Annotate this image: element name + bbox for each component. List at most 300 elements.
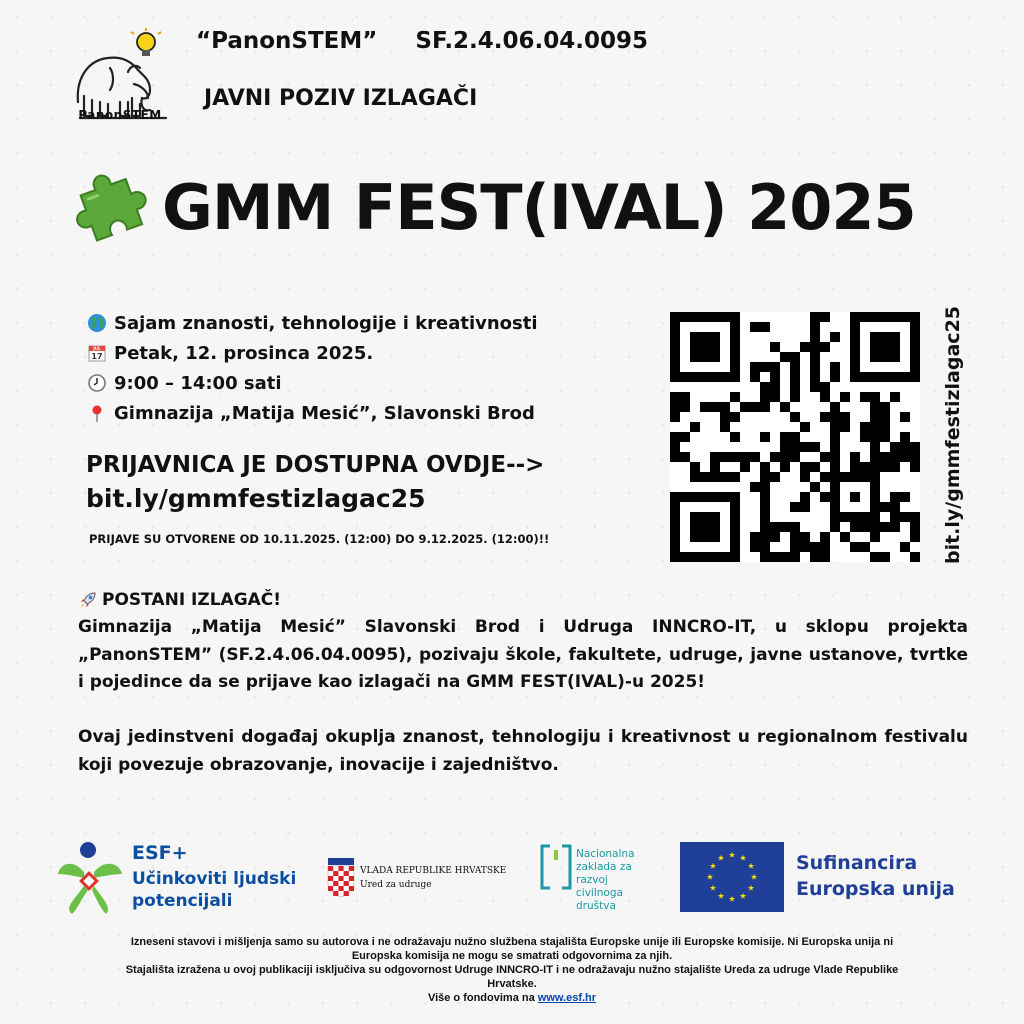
qr-module [770, 372, 780, 382]
qr-module [830, 372, 840, 382]
qr-module [870, 372, 880, 382]
pin-icon [86, 402, 108, 424]
qr-module [760, 362, 770, 372]
qr-module [890, 492, 900, 502]
checker-square [328, 876, 333, 881]
info-time-text: 9:00 – 14:00 sati [114, 372, 282, 394]
qr-module [870, 532, 880, 542]
qr-module [670, 362, 680, 372]
application-available: PRIJAVNICA JE DOSTUPNA OVDJE--> [86, 452, 545, 478]
qr-module [760, 532, 770, 542]
qr-module [670, 532, 680, 542]
project-code: SF.2.4.06.04.0095 [415, 28, 649, 54]
qr-module [760, 492, 770, 502]
qr-module [860, 512, 870, 522]
qr-module [760, 542, 770, 552]
qr-module [760, 552, 770, 562]
qr-module [710, 402, 720, 412]
qr-module [880, 502, 890, 512]
qr-module [860, 542, 870, 552]
qr-module [840, 412, 850, 422]
nz-line-1: Nacionalna [576, 848, 635, 860]
qr-module [780, 462, 790, 472]
qr-module [790, 362, 800, 372]
qr-module [700, 342, 710, 352]
qr-module [870, 522, 880, 532]
qr-module [670, 372, 680, 382]
info-date-text: Petak, 12. prosinca 2025. [114, 342, 374, 364]
qr-module [770, 342, 780, 352]
qr-module [830, 422, 840, 432]
qr-module [670, 522, 680, 532]
logo-text: PanonSTEM [78, 108, 162, 122]
qr-module [840, 532, 850, 542]
qr-module [710, 332, 720, 342]
qr-module [830, 462, 840, 472]
qr-module [850, 542, 860, 552]
body-heading-row [78, 590, 281, 610]
qr-module [730, 512, 740, 522]
qr-module [830, 472, 840, 482]
qr-module [830, 502, 840, 512]
qr-module [830, 492, 840, 502]
qr-module [790, 502, 800, 512]
qr-module [700, 372, 710, 382]
qr-module [730, 392, 740, 402]
qr-module [730, 522, 740, 532]
qr-module [870, 492, 880, 502]
qr-module [680, 432, 690, 442]
qr-module [800, 462, 810, 472]
qr-module [900, 412, 910, 422]
qr-module [690, 372, 700, 382]
qr-module [890, 452, 900, 462]
qr-module [730, 542, 740, 552]
qr-module [690, 492, 700, 502]
qr-module [690, 552, 700, 562]
qr-module [880, 462, 890, 472]
qr-module [790, 532, 800, 542]
info-time [86, 368, 538, 398]
qr-module [900, 312, 910, 322]
qr-module [810, 442, 820, 452]
qr-module [810, 342, 820, 352]
qr-module [870, 392, 880, 402]
qr-module [720, 452, 730, 462]
qr-module [760, 502, 770, 512]
qr-module [670, 322, 680, 332]
qr-module [870, 462, 880, 472]
qr-module [900, 492, 910, 502]
qr-module [730, 352, 740, 362]
qr-module [760, 402, 770, 412]
qr-module [800, 532, 810, 542]
disclaimer-line-2: Europska komisija ne mogu se smatrati odgovornima za njih. [351, 950, 673, 962]
qr-module [880, 332, 890, 342]
qr-module [710, 492, 720, 502]
body-paragraph-1: Gimnazija „Matija Mesić” Slavonski Brod i Udruga INNCRO-IT, u sklopu projekta „PanonSTEM” (SF.2.4.06.04.0095), pozivaju škole, fakultete, udruge, javne ustanove, tvrtke i pojedince da se prijave kao izlagači na GMM FEST(IVAL)-u 2025! [78, 617, 968, 692]
qr-module [740, 452, 750, 462]
checker-square [328, 886, 333, 891]
qr-module [870, 312, 880, 322]
qr-module [870, 412, 880, 422]
eu-flag-icon [680, 842, 784, 912]
qr-module [900, 542, 910, 552]
qr-module [760, 392, 770, 402]
qr-module [820, 412, 830, 422]
qr-module [820, 382, 830, 392]
croatia-coat-of-arms-icon [326, 856, 356, 898]
nz-logo [538, 842, 658, 922]
qr-module [800, 542, 810, 552]
call-title: JAVNI POZIV IZLAGAČI [204, 86, 478, 111]
qr-module [750, 402, 760, 412]
qr-module [710, 372, 720, 382]
qr-module [790, 352, 800, 362]
qr-module [690, 532, 700, 542]
qr-module [730, 432, 740, 442]
qr-module [680, 452, 690, 462]
qr-module [750, 482, 760, 492]
qr-module [720, 552, 730, 562]
qr-module [760, 472, 770, 482]
qr-module [840, 392, 850, 402]
qr-module [810, 542, 820, 552]
qr-module [680, 552, 690, 562]
qr-module [690, 472, 700, 482]
qr-module [850, 452, 860, 462]
qr-module [760, 382, 770, 392]
qr-module [750, 542, 760, 552]
qr-module [800, 442, 810, 452]
qr-module [670, 552, 680, 562]
qr-module [670, 392, 680, 402]
qr-module [850, 342, 860, 352]
disclaimer-line-1: Izneseni stavovi i mišljenja samo su autorova i ne odražavaju nužno službena stajališta Europske unije ili Europske komisije. Ni Europska unija ni [130, 936, 894, 948]
qr-module [750, 372, 760, 382]
qr-module [850, 312, 860, 322]
qr-module [700, 332, 710, 342]
qr-module [670, 352, 680, 362]
qr-module [690, 522, 700, 532]
qr-module [910, 362, 920, 372]
qr-module [720, 372, 730, 382]
qr-module [870, 552, 880, 562]
qr-module [730, 472, 740, 482]
qr-module [870, 352, 880, 362]
qr-module [850, 522, 860, 532]
qr-module [910, 372, 920, 382]
qr-module [860, 462, 870, 472]
svg-text:17: 17 [91, 352, 103, 361]
qr-module [890, 512, 900, 522]
qr-module [760, 322, 770, 332]
checker-square [349, 866, 354, 871]
disclaimer-line-4: Hrvatske. [487, 978, 537, 990]
disclaimer-more [40, 991, 984, 1005]
qr-module [860, 432, 870, 442]
qr-module [760, 432, 770, 442]
qr-module [790, 372, 800, 382]
disclaimer-line-3: Stajališta izražena u ovoj publikaciji isključiva su odgovornost Udruge INNCRO-IT i ne odražavaju nužno stajalište Ureda za udruge Vlade Republike [125, 964, 899, 976]
disclaimer-more-prefix: Više o fondovima na [427, 992, 538, 1004]
qr-module [900, 432, 910, 442]
qr-module [810, 322, 820, 332]
qr-module [700, 552, 710, 562]
qr-module [730, 532, 740, 542]
qr-module [750, 532, 760, 542]
qr-module [770, 472, 780, 482]
vlada-line-1: VLADA REPUBLIKE HRVATSKE [360, 866, 507, 876]
qr-module [830, 412, 840, 422]
body-paragraph-2: Ovaj jedinstveni događaj okuplja znanost, tehnologiju i kreativnost u regionalnom festivalu koji povezuje obrazovanje, inovacije i zajedništvo. [78, 727, 968, 775]
checker-square [344, 881, 349, 886]
qr-module [800, 472, 810, 482]
qr-module [820, 342, 830, 352]
checker-square [338, 876, 343, 881]
qr-module [680, 372, 690, 382]
qr-module [860, 372, 870, 382]
qr-module [690, 332, 700, 342]
event-info [86, 308, 538, 428]
qr-module [670, 432, 680, 442]
vlada-logo [326, 856, 526, 900]
qr-module [710, 462, 720, 472]
qr-module [850, 472, 860, 482]
qr-module [910, 512, 920, 522]
qr-module [670, 452, 680, 462]
qr-module [670, 542, 680, 552]
qr-module [910, 312, 920, 322]
eu-line-2: Europska unija [796, 878, 955, 900]
qr-module [700, 522, 710, 532]
qr-module [880, 552, 890, 562]
qr-module [710, 452, 720, 462]
event-title: GMM FEST(IVAL) 2025 [162, 171, 916, 244]
body-heading: POSTANI IZLAGAČ! [102, 590, 282, 610]
qr-module [830, 432, 840, 442]
qr-module [890, 442, 900, 452]
qr-module [790, 442, 800, 452]
qr-url-label-box [938, 305, 968, 565]
qr-module [860, 312, 870, 322]
qr-module [810, 332, 820, 342]
qr-module [810, 462, 820, 472]
qr-module [790, 412, 800, 422]
checker-square [338, 866, 343, 871]
qr-module [780, 352, 790, 362]
qr-module [880, 412, 890, 422]
calendar-icon [86, 342, 108, 364]
qr-module [890, 522, 900, 532]
qr-module [700, 472, 710, 482]
qr-module [870, 512, 880, 522]
qr-url-label: bit.ly/gmmfestizlagac25 [942, 305, 964, 565]
info-date [86, 338, 538, 368]
qr-module [710, 352, 720, 362]
rocket-icon [78, 590, 98, 610]
qr-module [720, 312, 730, 322]
qr-module [870, 482, 880, 492]
qr-module [670, 442, 680, 452]
qr-module [900, 512, 910, 522]
qr-module [790, 382, 800, 392]
qr-module [790, 542, 800, 552]
esf-subtitle [132, 868, 296, 912]
qr-module [860, 522, 870, 532]
qr-module [870, 402, 880, 412]
qr-module [700, 352, 710, 362]
qr-module [720, 492, 730, 502]
qr-module [910, 342, 920, 352]
qr-module [730, 342, 740, 352]
qr-module [740, 462, 750, 472]
esf-link[interactable]: www.esf.hr [537, 992, 597, 1004]
disclaimer [40, 935, 984, 1005]
application-deadline: PRIJAVE SU OTVORENE OD 10.11.2025. (12:00) DO 9.12.2025. (12:00)!! [89, 532, 550, 546]
qr-module [670, 332, 680, 342]
qr-module [770, 532, 780, 542]
qr-module [870, 332, 880, 342]
qr-module [900, 372, 910, 382]
qr-module [830, 452, 840, 462]
qr-module [850, 352, 860, 362]
qr-module [870, 502, 880, 512]
qr-module [670, 312, 680, 322]
nz-text [576, 848, 635, 913]
qr-module [720, 412, 730, 422]
qr-module [790, 522, 800, 532]
qr-module [780, 432, 790, 442]
qr-module [860, 472, 870, 482]
qr-code[interactable] [670, 312, 920, 562]
qr-module [830, 332, 840, 342]
qr-module [890, 392, 900, 402]
eu-text [796, 850, 955, 902]
qr-module [870, 442, 880, 452]
qr-module [830, 402, 840, 412]
qr-module [910, 552, 920, 562]
qr-module [790, 392, 800, 402]
checker-square [344, 871, 349, 876]
qr-module [840, 422, 850, 432]
qr-module [690, 342, 700, 352]
qr-module [700, 492, 710, 502]
qr-module [890, 372, 900, 382]
application-link[interactable]: bit.ly/gmmfestizlagac25 [86, 484, 426, 513]
qr-module [670, 512, 680, 522]
qr-module [690, 512, 700, 522]
qr-module [730, 552, 740, 562]
esf-line-2: potencijali [132, 891, 233, 911]
esf-logo [54, 838, 304, 918]
qr-module [820, 452, 830, 462]
qr-module [910, 332, 920, 342]
qr-module [820, 312, 830, 322]
qr-module [680, 492, 690, 502]
nz-bracket-icon [538, 844, 574, 904]
qr-module [870, 472, 880, 482]
project-line [196, 28, 648, 54]
qr-module [850, 492, 860, 502]
qr-module [880, 352, 890, 362]
qr-module [800, 502, 810, 512]
qr-module [780, 452, 790, 462]
qr-module [850, 462, 860, 472]
vlada-line-2: Ured za udruge [360, 880, 432, 890]
esf-pinwheel-icon [54, 838, 126, 918]
qr-module [890, 352, 900, 362]
nz-line-5: društva [576, 900, 616, 912]
qr-module [850, 362, 860, 372]
qr-module [670, 492, 680, 502]
qr-module [670, 502, 680, 512]
qr-module [770, 452, 780, 462]
qr-module [810, 352, 820, 362]
puzzle-icon [72, 168, 148, 244]
qr-module [770, 392, 780, 402]
qr-module [800, 342, 810, 352]
qr-module [900, 442, 910, 452]
qr-module [860, 422, 870, 432]
qr-module [760, 462, 770, 472]
qr-module [780, 552, 790, 562]
qr-module [870, 342, 880, 352]
qr-module [770, 522, 780, 532]
qr-module [730, 312, 740, 322]
qr-module [880, 432, 890, 442]
info-location [86, 398, 538, 428]
qr-module [710, 512, 720, 522]
esf-title: ESF+ [132, 842, 188, 864]
qr-module [810, 382, 820, 392]
qr-module [890, 342, 900, 352]
info-fair [86, 308, 538, 338]
checker-square [349, 886, 354, 891]
qr-module [820, 532, 830, 542]
qr-module [680, 402, 690, 412]
qr-module [710, 522, 720, 532]
globe-icon [86, 312, 108, 334]
info-fair-text: Sajam znanosti, tehnologije i kreativnosti [114, 312, 538, 334]
qr-module [830, 442, 840, 452]
qr-module [810, 482, 820, 492]
qr-module [730, 332, 740, 342]
checker-square [333, 871, 338, 876]
qr-module [760, 482, 770, 492]
svg-text:JUL: JUL [93, 346, 101, 352]
qr-module [880, 402, 890, 412]
qr-module [770, 382, 780, 392]
qr-module [730, 452, 740, 462]
qr-module [690, 422, 700, 432]
qr-module [740, 402, 750, 412]
qr-module [810, 362, 820, 372]
qr-module [850, 512, 860, 522]
qr-module [850, 332, 860, 342]
qr-module [870, 432, 880, 442]
qr-module [710, 552, 720, 562]
qr-module [690, 462, 700, 472]
qr-module [750, 452, 760, 462]
qr-module [910, 462, 920, 472]
project-name: “PanonSTEM” [196, 28, 378, 54]
qr-module [730, 362, 740, 372]
qr-module [710, 342, 720, 352]
qr-module [880, 452, 890, 462]
qr-module [750, 362, 760, 372]
qr-module [770, 552, 780, 562]
